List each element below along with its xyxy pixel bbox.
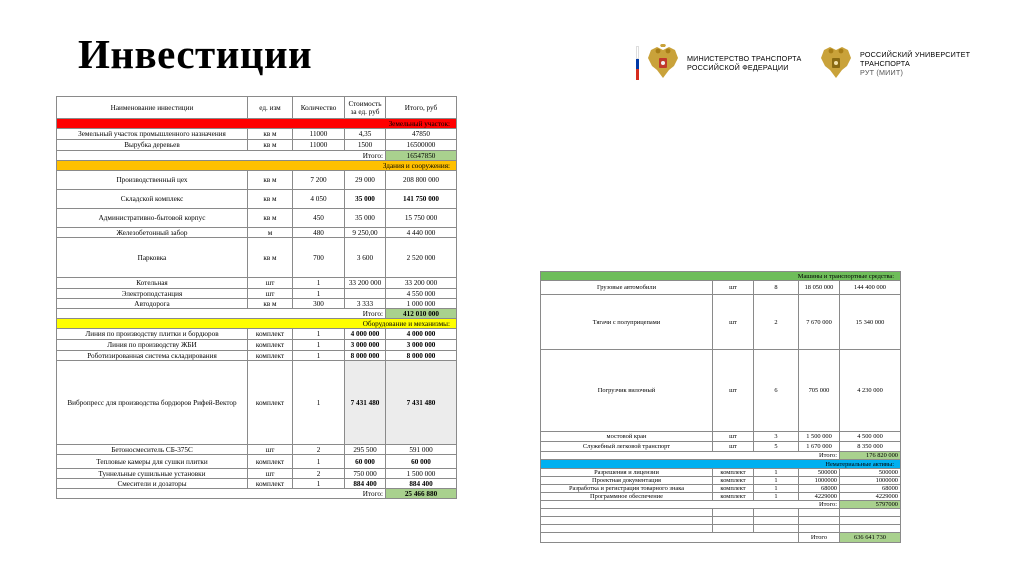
section-title: Машины и транспортные средства: xyxy=(541,272,901,281)
total-cell: 4 500 000 xyxy=(840,432,901,442)
quantity-cell: 1 xyxy=(754,477,799,485)
ministry-name xyxy=(687,54,802,72)
total-cell: 884 400 xyxy=(386,479,457,489)
unit-price-cell: 7 670 000 xyxy=(799,295,840,350)
unit-cell: комплект xyxy=(248,329,293,340)
total-cell: 591 000 xyxy=(386,445,457,455)
unit-cell: шт xyxy=(713,350,754,432)
total-label: Итого: xyxy=(57,489,386,499)
total-cell: 33 200 000 xyxy=(386,278,457,289)
empty-cell xyxy=(541,509,713,517)
total-cell: 16500000 xyxy=(386,140,457,151)
quantity-cell: 1 xyxy=(293,455,345,469)
total-cell: 4 440 000 xyxy=(386,228,457,238)
grand-total-value: 636 641 730 xyxy=(840,533,901,543)
quantity-cell: 11000 xyxy=(293,140,345,151)
unit-cell: комплект xyxy=(248,351,293,361)
total-cell: 4229000 xyxy=(840,493,901,501)
unit-price-cell: 3 333 xyxy=(345,299,386,309)
unit-price-cell: 500000 xyxy=(799,469,840,477)
section-title: Здания и сооружения: xyxy=(57,161,457,171)
item-name-cell: Линия по производству плитки и бордюров xyxy=(57,329,248,340)
unit-cell: комплект xyxy=(713,485,754,493)
item-name-cell: Железобетонный забор xyxy=(57,228,248,238)
unit-cell: кв м xyxy=(248,299,293,309)
unit-cell: кв м xyxy=(248,171,293,190)
table-row xyxy=(57,469,457,479)
section-total-value: 25 466 880 xyxy=(386,489,457,499)
table-row xyxy=(541,469,901,477)
empty-cell xyxy=(541,517,713,525)
total-cell: 141 750 000 xyxy=(386,190,457,209)
quantity-cell: 2 xyxy=(754,295,799,350)
unit-cell: кв м xyxy=(248,129,293,140)
quantity-cell: 1 xyxy=(293,289,345,299)
table-row xyxy=(57,479,457,489)
section-title-row xyxy=(57,161,457,171)
empty-cell xyxy=(754,517,799,525)
quantity-cell: 480 xyxy=(293,228,345,238)
unit-cell: комплект xyxy=(248,455,293,469)
empty-cell xyxy=(713,517,754,525)
quantity-cell: 6 xyxy=(754,350,799,432)
total-cell: 4 550 000 xyxy=(386,289,457,299)
section-total-value: 176 820 000 xyxy=(840,452,901,460)
section-total-row xyxy=(57,489,457,499)
table-row xyxy=(541,432,901,442)
total-cell: 4 000 000 xyxy=(386,329,457,340)
unit-cell: кв м xyxy=(248,238,293,278)
item-name-cell: Вибропресс для производства бордюров Рифей-Вектор xyxy=(57,361,248,445)
unit-price-cell: 8 000 000 xyxy=(345,351,386,361)
section-title: Оборудование и механизмы: xyxy=(57,319,457,329)
section-title-row xyxy=(541,460,901,469)
unit-cell: комплект xyxy=(248,479,293,489)
grand-total-label: Итого xyxy=(799,533,840,543)
section-total-value: 16547850 xyxy=(386,151,457,161)
table-row xyxy=(57,228,457,238)
empty-cell xyxy=(840,517,901,525)
unit-price-cell: 750 000 xyxy=(345,469,386,479)
total-cell: 1 000 000 xyxy=(386,299,457,309)
total-label: Итого: xyxy=(541,452,840,460)
unit-price-cell: 4229000 xyxy=(799,493,840,501)
item-name-cell: Разрешения и лицензии xyxy=(541,469,713,477)
unit-cell: шт xyxy=(713,442,754,452)
empty-cell xyxy=(799,525,840,533)
university-logo xyxy=(818,44,970,82)
column-header: Наименование инвестиции xyxy=(57,97,248,119)
unit-cell: кв м xyxy=(248,209,293,228)
table-row xyxy=(57,351,457,361)
empty-cell xyxy=(754,509,799,517)
page-title: Инвестиции xyxy=(78,31,313,77)
unit-cell: комплект xyxy=(713,477,754,485)
item-name-cell: Парковка xyxy=(57,238,248,278)
unit-cell: комплект xyxy=(248,361,293,445)
empty-cell xyxy=(541,525,713,533)
item-name-cell: Бетоносмеситель СБ-375С xyxy=(57,445,248,455)
section-title: Земельный участок: xyxy=(57,119,457,129)
section-total-row xyxy=(57,309,457,319)
university-line1: РОССИЙСКИЙ УНИВЕРСИТЕТ xyxy=(860,49,971,59)
item-name-cell: Тепловые камеры для сушки плитки xyxy=(57,455,248,469)
unit-price-cell: 7 431 480 xyxy=(345,361,386,445)
quantity-cell: 5 xyxy=(754,442,799,452)
table-row xyxy=(57,140,457,151)
quantity-cell: 1 xyxy=(293,340,345,351)
item-name-cell: Котельная xyxy=(57,278,248,289)
empty-cell xyxy=(754,525,799,533)
unit-price-cell: 1 670 000 xyxy=(799,442,840,452)
total-cell: 1 500 000 xyxy=(386,469,457,479)
table-row xyxy=(57,171,457,190)
investment-table-main xyxy=(56,96,457,499)
item-name-cell: Административно-бытовой корпус xyxy=(57,209,248,228)
section-total-row xyxy=(541,501,901,509)
table-row xyxy=(57,455,457,469)
section-total-value: 412 010 000 xyxy=(386,309,457,319)
item-name-cell: Программное обеспечение xyxy=(541,493,713,501)
university-line2: ТРАНСПОРТА xyxy=(860,58,911,68)
total-cell: 3 000 000 xyxy=(386,340,457,351)
unit-price-cell: 60 000 xyxy=(345,455,386,469)
item-name-cell: Проектная документация xyxy=(541,477,713,485)
unit-price-cell: 3 600 xyxy=(345,238,386,278)
unit-price-cell: 35 000 xyxy=(345,190,386,209)
total-cell: 8 350 000 xyxy=(840,442,901,452)
unit-price-cell: 1 500 000 xyxy=(799,432,840,442)
unit-cell: комплект xyxy=(713,493,754,501)
table-row xyxy=(57,289,457,299)
table-row xyxy=(541,442,901,452)
quantity-cell: 4 050 xyxy=(293,190,345,209)
total-cell: 15 340 000 xyxy=(840,295,901,350)
quantity-cell: 450 xyxy=(293,209,345,228)
item-name-cell: Погрузчик вилочный xyxy=(541,350,713,432)
total-cell: 500000 xyxy=(840,469,901,477)
quantity-cell: 2 xyxy=(293,469,345,479)
unit-price-cell: 35 000 xyxy=(345,209,386,228)
table-row xyxy=(57,278,457,289)
ministry-line1: МИНИСТЕРСТВО ТРАНСПОРТА xyxy=(687,54,802,63)
university-emblem-icon xyxy=(818,44,854,82)
section-total-row xyxy=(57,151,457,161)
total-cell: 47850 xyxy=(386,129,457,140)
university-line3: РУТ (МИИТ) xyxy=(860,67,904,77)
quantity-cell: 3 xyxy=(754,432,799,442)
unit-price-cell: 68000 xyxy=(799,485,840,493)
unit-price-cell: 705 000 xyxy=(799,350,840,432)
unit-cell: кв м xyxy=(248,140,293,151)
ministry-logo xyxy=(636,44,802,82)
unit-cell: шт xyxy=(713,295,754,350)
unit-price-cell: 884 400 xyxy=(345,479,386,489)
table-row xyxy=(57,190,457,209)
unit-cell: комплект xyxy=(713,469,754,477)
grand-total-row xyxy=(541,533,901,543)
total-cell: 208 800 000 xyxy=(386,171,457,190)
total-cell: 1000000 xyxy=(840,477,901,485)
empty-cell xyxy=(840,525,901,533)
section-title-row xyxy=(57,119,457,129)
unit-price-cell: 4 000 000 xyxy=(345,329,386,340)
unit-price-cell: 1500 xyxy=(345,140,386,151)
item-name-cell: мостовой кран xyxy=(541,432,713,442)
quantity-cell: 1 xyxy=(293,329,345,340)
ministry-line2: РОССИЙСКОЙ ФЕДЕРАЦИИ xyxy=(687,63,789,72)
section-title-row xyxy=(541,272,901,281)
empty-cell xyxy=(799,517,840,525)
unit-price-cell: 1000000 xyxy=(799,477,840,485)
unit-price-cell: 29 000 xyxy=(345,171,386,190)
quantity-cell: 1 xyxy=(754,485,799,493)
quantity-cell: 1 xyxy=(293,278,345,289)
quantity-cell: 300 xyxy=(293,299,345,309)
item-name-cell: Линия по производству ЖБИ xyxy=(57,340,248,351)
total-label: Итого: xyxy=(57,151,386,161)
empty-cell xyxy=(541,533,799,543)
item-name-cell: Роботизированная система складирования xyxy=(57,351,248,361)
unit-cell: шт xyxy=(713,281,754,295)
table-row xyxy=(541,281,901,295)
quantity-cell: 1 xyxy=(754,493,799,501)
quantity-cell: 8 xyxy=(754,281,799,295)
item-name-cell: Электроподстанция xyxy=(57,289,248,299)
table-row xyxy=(57,445,457,455)
total-label: Итого: xyxy=(57,309,386,319)
table-row xyxy=(57,361,457,445)
total-cell: 8 000 000 xyxy=(386,351,457,361)
item-name-cell: Тягачи с полуприцепами xyxy=(541,295,713,350)
unit-price-cell: 3 000 000 xyxy=(345,340,386,351)
quantity-cell: 700 xyxy=(293,238,345,278)
total-cell: 4 230 000 xyxy=(840,350,901,432)
unit-price-cell: 295 500 xyxy=(345,445,386,455)
table-row xyxy=(541,350,901,432)
total-cell: 2 520 000 xyxy=(386,238,457,278)
unit-price-cell: 18 050 000 xyxy=(799,281,840,295)
unit-cell: шт xyxy=(248,278,293,289)
item-name-cell: Служебный легковой транспорт xyxy=(541,442,713,452)
section-total-value: 5797000 xyxy=(840,501,901,509)
empty-cell xyxy=(840,509,901,517)
item-name-cell: Земельный участок промышленного назначения xyxy=(57,129,248,140)
item-name-cell: Автодорога xyxy=(57,299,248,309)
total-cell: 15 750 000 xyxy=(386,209,457,228)
empty-cell xyxy=(799,509,840,517)
empty-row xyxy=(541,517,901,525)
section-title-row xyxy=(57,319,457,329)
unit-price-cell: 9 250,00 xyxy=(345,228,386,238)
total-cell: 7 431 480 xyxy=(386,361,457,445)
section-total-row xyxy=(541,452,901,460)
investment-table-secondary xyxy=(540,271,901,543)
table-row xyxy=(541,295,901,350)
table-row xyxy=(541,477,901,485)
item-name-cell: Туннельные сушильные установки xyxy=(57,469,248,479)
table-row xyxy=(57,129,457,140)
unit-cell: шт xyxy=(248,289,293,299)
empty-cell xyxy=(713,525,754,533)
total-cell: 60 000 xyxy=(386,455,457,469)
column-header: Количество xyxy=(293,97,345,119)
quantity-cell: 2 xyxy=(293,445,345,455)
total-cell: 144 400 000 xyxy=(840,281,901,295)
unit-cell: м xyxy=(248,228,293,238)
quantity-cell: 11000 xyxy=(293,129,345,140)
table-header-row xyxy=(57,97,457,119)
quantity-cell: 7 200 xyxy=(293,171,345,190)
item-name-cell: Вырубка деревьев xyxy=(57,140,248,151)
item-name-cell: Складской комплекс xyxy=(57,190,248,209)
unit-price-cell: 33 200 000 xyxy=(345,278,386,289)
empty-row xyxy=(541,525,901,533)
quantity-cell: 1 xyxy=(293,479,345,489)
quantity-cell: 1 xyxy=(754,469,799,477)
table-row xyxy=(57,329,457,340)
table-row xyxy=(57,209,457,228)
university-name xyxy=(860,50,970,77)
quantity-cell: 1 xyxy=(293,361,345,445)
double-eagle-emblem-icon xyxy=(645,44,681,82)
total-cell: 68000 xyxy=(840,485,901,493)
total-label: Итого: xyxy=(541,501,840,509)
table-row xyxy=(57,238,457,278)
table-row xyxy=(57,340,457,351)
column-header: ед. изм xyxy=(248,97,293,119)
unit-cell: кв м xyxy=(248,190,293,209)
table-row xyxy=(541,485,901,493)
unit-cell: шт xyxy=(713,432,754,442)
table-row xyxy=(57,299,457,309)
item-name-cell: Смесители и дозаторы xyxy=(57,479,248,489)
empty-row xyxy=(541,509,901,517)
item-name-cell: Разработка и регистрация товарного знака xyxy=(541,485,713,493)
unit-cell: комплект xyxy=(248,340,293,351)
column-header: Стоимость за ед. руб xyxy=(345,97,386,119)
section-title: Нематериальные активы: xyxy=(541,460,901,469)
unit-price-cell: 4,35 xyxy=(345,129,386,140)
unit-price-cell xyxy=(345,289,386,299)
empty-cell xyxy=(713,509,754,517)
quantity-cell: 1 xyxy=(293,351,345,361)
russian-flag-icon xyxy=(636,46,639,80)
item-name-cell: Грузовые автомобили xyxy=(541,281,713,295)
table-row xyxy=(541,493,901,501)
item-name-cell: Производственный цех xyxy=(57,171,248,190)
column-header: Итого, руб xyxy=(386,97,457,119)
unit-cell: шт xyxy=(248,445,293,455)
unit-cell: шт xyxy=(248,469,293,479)
